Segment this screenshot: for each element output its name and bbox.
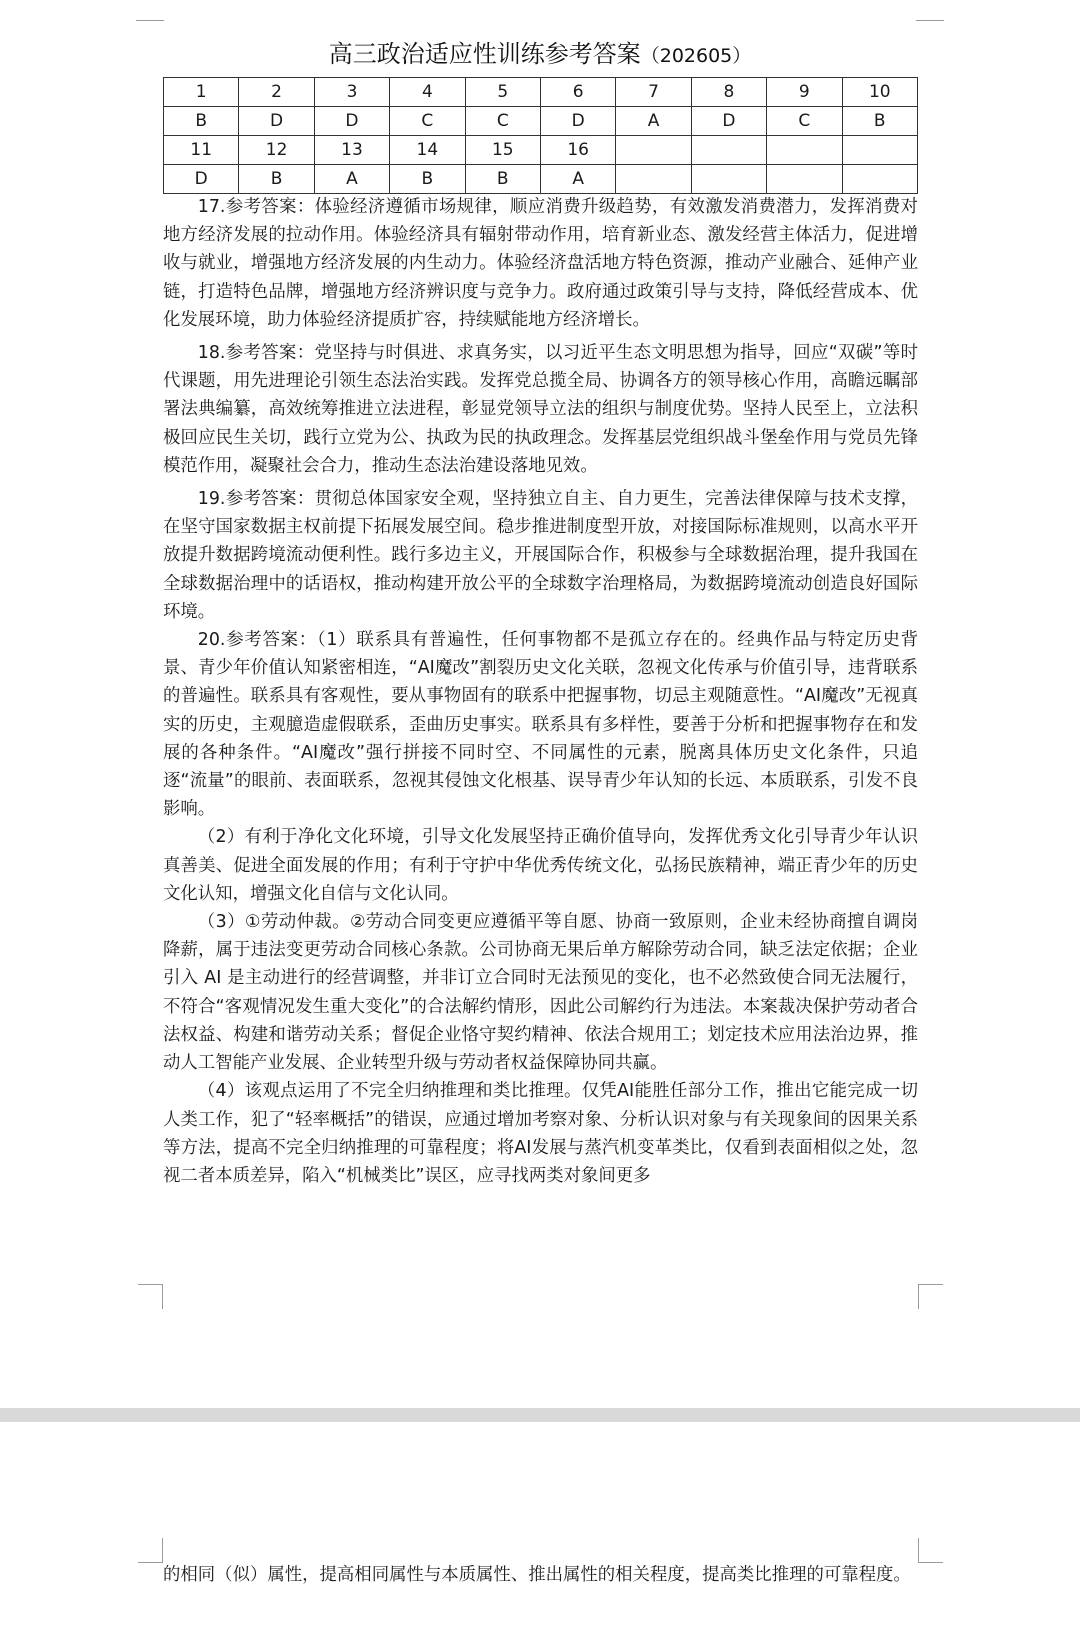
- answer-table-cell: A: [616, 107, 691, 136]
- answer-table-cell: A: [540, 165, 615, 194]
- answer-table-cell: C: [465, 107, 540, 136]
- answer-table-cell: 7: [616, 78, 691, 107]
- answer-table-cell: 13: [314, 136, 389, 165]
- answer-18: 18.参考答案：党坚持与时俱进、求真务实，以习近平生态文明思想为指导，回应“双碳”等时代课题，用先进理论引领生态法治实践。发挥党总揽全局、协调各方的领导核心作用，高瞻远瞩部署法典编纂，高效统筹推进立法进程，彰显党领导立法的组织与制度优势。坚持人民至上，立法积极回应民生关切，践行立党为公、执政为民的执政理念。发挥基层党组织战斗堡垒作用与党员先锋模范作用，凝聚社会合力，推动生态法治建设落地见效。: [163, 343, 918, 476]
- answer-table-cell: 5: [465, 78, 540, 107]
- answer-table-cell: [842, 136, 917, 165]
- answer-table: [163, 77, 918, 194]
- answer-20-part-4: （4）该观点运用了不完全归纳推理和类比推理。仅凭AI能胜任部分工作，推出它能完成一切人类工作，犯了“轻率概括”的错误，应通过增加考察对象、分析认识对象与有关现象间的因果关系等方法，提高不完全归纳推理的可靠程度；将AI发展与蒸汽机变革类比，仅看到表面相似之处，忽视二者本质差异，陷入“机械类比”误区，应寻找两类对象间更多: [163, 1081, 918, 1186]
- answer-table-row: [164, 78, 918, 107]
- answer-body-continued: [163, 1561, 918, 1589]
- answer-table-cell: [767, 136, 842, 165]
- page-corner-mark: [138, 1284, 163, 1309]
- document-page-2: [0, 1422, 1080, 1648]
- answer-table-cell: D: [314, 107, 389, 136]
- answer-table-cell: 15: [465, 136, 540, 165]
- answer-table-cell: A: [314, 165, 389, 194]
- answer-table-cell: 11: [164, 136, 239, 165]
- answer-20-part-2: （2）有利于净化文化环境，引导文化发展坚持正确价值导向，发挥优秀文化引导青少年认识真善美、促进全面发展的作用；有利于守护中华优秀传统文化，弘扬民族精神，端正青少年的历史文化认知，增强文化自信与文化认同。: [163, 827, 918, 904]
- answer-table-cell: [616, 165, 691, 194]
- answer-body: [163, 193, 918, 1190]
- title-code: （202605）: [640, 45, 752, 67]
- page-corner-mark: [918, 1538, 943, 1563]
- answer-table-cell: [691, 136, 766, 165]
- answer-table-cell: B: [239, 165, 314, 194]
- answer-table-cell: D: [239, 107, 314, 136]
- document-title: [0, 34, 1080, 69]
- answer-table-cell: 1: [164, 78, 239, 107]
- answer-table-cell: [691, 165, 766, 194]
- page-separator: [0, 1408, 1080, 1422]
- answer-table-cell: 12: [239, 136, 314, 165]
- answer-table-row: [164, 136, 918, 165]
- answer-table-cell: 9: [767, 78, 842, 107]
- answer-20-part-1: 20.参考答案：（1）联系具有普遍性，任何事物都不是孤立存在的。经典作品与特定历史背景、青少年价值认知紧密相连，“AI魔改”割裂历史文化关联，忽视文化传承与价值引导，违背联系的普遍性。联系具有客观性，要从事物固有的联系中把握事物，切忌主观随意性。“AI魔改”无视真实的历史，主观臆造虚假联系，歪曲历史事实。联系具有多样性，要善于分析和把握事物存在和发展的各种条件。“AI魔改”强行拼接不同时空、不同属性的元素，脱离具体历史文化条件，只追逐“流量”的眼前、表面联系，忽视其侵蚀文化根基、误导青少年认知的长远、本质联系，引发不良影响。: [163, 630, 918, 820]
- answer-table-cell: 14: [390, 136, 465, 165]
- answer-table-row: [164, 107, 918, 136]
- answer-table-cell: D: [691, 107, 766, 136]
- answer-20-part-4-continued: 的相同（似）属性，提高相同属性与本质属性、推出属性的相关程度，提高类比推理的可靠程度。: [163, 1565, 911, 1585]
- answer-table-cell: C: [767, 107, 842, 136]
- answer-19: 19.参考答案：贯彻总体国家安全观，坚持独立自主、自力更生，完善法律保障与技术支撑，在坚守国家数据主权前提下拓展发展空间。稳步推进制度型开放，对接国际标准规则，以高水平开放提升数据跨境流动便利性。践行多边主义，开展国际合作，积极参与全球数据治理，提升我国在全球数据治理中的话语权，推动构建开放公平的全球数字治理格局，为数据跨境流动创造良好国际环境。: [163, 489, 918, 622]
- answer-table-cell: B: [390, 165, 465, 194]
- answer-table-cell: B: [465, 165, 540, 194]
- answer-table-cell: 2: [239, 78, 314, 107]
- answer-table-row: [164, 165, 918, 194]
- page-corner-mark: [916, 0, 944, 21]
- answer-table-cell: [767, 165, 842, 194]
- answer-table-cell: [842, 165, 917, 194]
- answer-17: 17.参考答案：体验经济遵循市场规律，顺应消费升级趋势，有效激发消费潜力，发挥消费对地方经济发展的拉动作用。体验经济具有辐射带动作用，培育新业态、激发经营主体活力，促进增收与就业，增强地方经济发展的内生动力。体验经济盘活地方特色资源，推动产业融合、延伸产业链，打造特色品牌，增强地方经济辨识度与竞争力。政府通过政策引导与支持，降低经营成本、优化发展环境，助力体验经济提质扩容，持续赋能地方经济增长。: [163, 197, 918, 330]
- answer-table-cell: C: [390, 107, 465, 136]
- page-corner-mark: [918, 1284, 943, 1309]
- page-corner-mark: [136, 0, 164, 21]
- answer-table-cell: 10: [842, 78, 917, 107]
- answer-table-cell: [616, 136, 691, 165]
- answer-table-cell: B: [842, 107, 917, 136]
- answer-table-cell: 4: [390, 78, 465, 107]
- title-text: 高三政治适应性训练参考答案: [328, 40, 641, 68]
- answer-table-cell: 3: [314, 78, 389, 107]
- answer-table-cell: B: [164, 107, 239, 136]
- page-corner-mark: [138, 1538, 163, 1563]
- answer-table-cell: D: [164, 165, 239, 194]
- answer-table-cell: D: [540, 107, 615, 136]
- answer-table-cell: 6: [540, 78, 615, 107]
- answer-table-cell: 8: [691, 78, 766, 107]
- answer-20-part-3: （3）①劳动仲裁。②劳动合同变更应遵循平等自愿、协商一致原则，企业未经协商擅自调岗降薪，属于违法变更劳动合同核心条款。公司协商无果后单方解除劳动合同，缺乏法定依据；企业引入 AI 是主动进行的经营调整，并非订立合同时无法预见的变化，也不必然致使合同无法履行，不符合“客观情况发生重大变化”的合法解约情形，因此公司解约行为违法。本案裁决保护劳动者合法权益、构建和谐劳动关系；督促企业恪守契约精神、依法合规用工；划定技术应用法治边界，推动人工智能产业发展、企业转型升级与劳动者权益保障协同共赢。: [163, 912, 918, 1074]
- answer-table-cell: 16: [540, 136, 615, 165]
